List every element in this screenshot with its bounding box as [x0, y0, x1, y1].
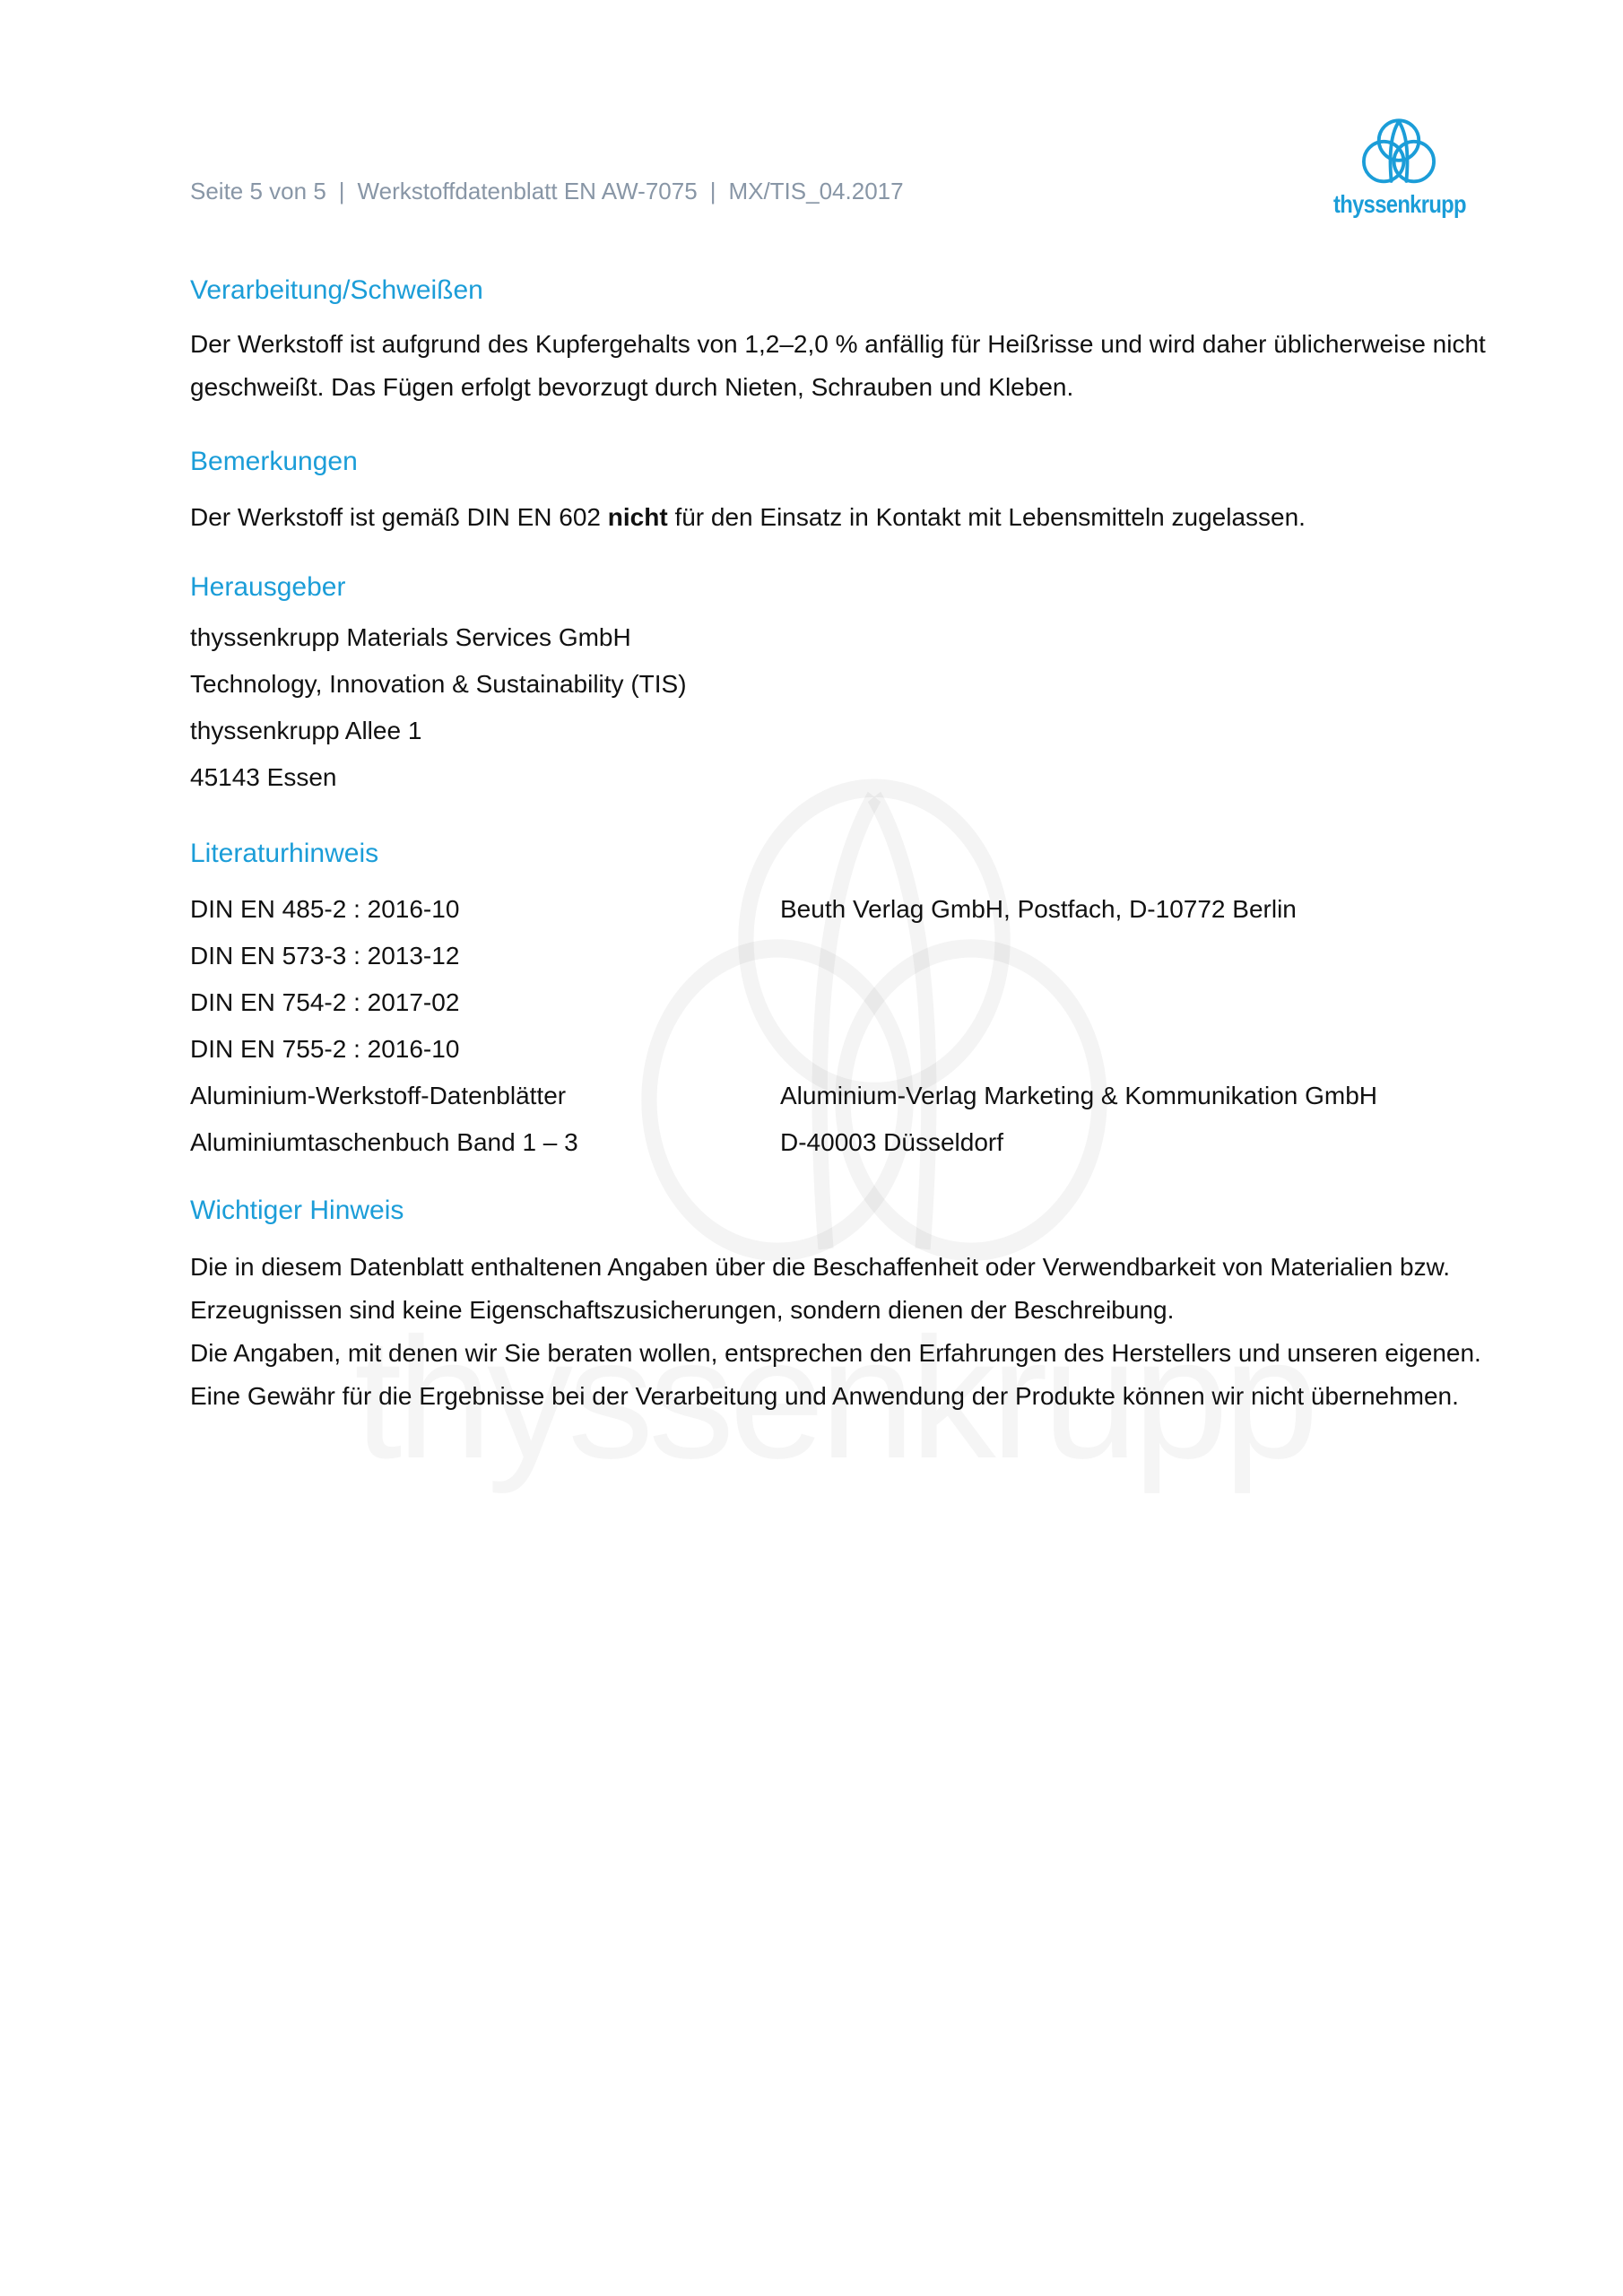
literature-list — [190, 886, 1535, 1166]
separator: | — [709, 178, 716, 204]
reference-publisher: Aluminium-Verlag Marketing & Kommunikation GmbH — [780, 1082, 1378, 1109]
text-segment-bold: nicht — [607, 503, 668, 531]
page-header-meta — [190, 178, 904, 204]
reference-standard: Aluminiumtaschenbuch Band 1 – 3 — [190, 1128, 578, 1156]
paragraph-bemerkungen — [190, 496, 1535, 539]
section-title-verarbeitung: Verarbeitung/Schweißen — [190, 275, 483, 305]
reference-standard: DIN EN 573-3 : 2013-12 — [190, 942, 460, 970]
notice-paragraph-2 — [190, 1332, 1535, 1418]
reference-standard: DIN EN 754-2 : 2017-02 — [190, 988, 460, 1016]
list-item — [190, 1073, 1535, 1119]
section-title-herausgeber: Herausgeber — [190, 572, 346, 602]
reference-standard: DIN EN 755-2 : 2016-10 — [190, 1035, 460, 1063]
paragraph-line: Die Angaben, mit denen wir Sie beraten wollen, entsprechen den Erfahrungen des Herstellers und unseren eigenen. — [190, 1339, 1481, 1367]
section-title-wichtiger-hinweis: Wichtiger Hinweis — [190, 1196, 404, 1225]
text-segment: für den Einsatz in Kontakt mit Lebensmitteln zugelassen. — [667, 503, 1306, 531]
reference-publisher: Beuth Verlag GmbH, Postfach, D-10772 Berlin — [780, 895, 1297, 923]
address-line: thyssenkrupp Materials Services GmbH — [190, 623, 631, 651]
paragraph-line: Erzeugnissen sind keine Eigenschaftszusicherungen, sondern dienen der Beschreibung. — [190, 1296, 1175, 1324]
reference-standard: DIN EN 485-2 : 2016-10 — [190, 895, 460, 923]
page-number: Seite 5 von 5 — [190, 178, 326, 204]
paragraph-line: geschweißt. Das Fügen erfolgt bevorzugt durch Nieten, Schrauben und Kleben. — [190, 373, 1074, 401]
reference-publisher: D-40003 Düsseldorf — [780, 1128, 1004, 1156]
paragraph-line — [190, 496, 1535, 539]
paragraph-line: Eine Gewähr für die Ergebnisse bei der Verarbeitung und Anwendung der Produkte können wir nicht übernehmen. — [190, 1382, 1459, 1410]
list-item — [190, 1026, 1535, 1073]
text-segment: Der Werkstoff ist gemäß DIN EN 602 — [190, 503, 608, 531]
list-item — [190, 886, 1535, 933]
document-code: MX/TIS_04.2017 — [728, 178, 904, 204]
document-title: Werkstoffdatenblatt EN AW-7075 — [357, 178, 698, 204]
reference-standard: Aluminium-Werkstoff-Datenblätter — [190, 1082, 567, 1109]
address-line: 45143 Essen — [190, 763, 337, 791]
paragraph-line: Die in diesem Datenblatt enthaltenen Angaben über die Beschaffenheit oder Verwendbarkeit von Materialien bzw. — [190, 1253, 1451, 1281]
section-title-literaturhinweis: Literaturhinweis — [190, 839, 379, 868]
publisher-address — [190, 614, 1535, 801]
paragraph-verarbeitung — [190, 323, 1535, 409]
thyssenkrupp-logo-icon — [1361, 117, 1436, 188]
section-title-bemerkungen: Bemerkungen — [190, 447, 358, 476]
list-item — [190, 1119, 1535, 1166]
address-line: Technology, Innovation & Sustainability (TIS) — [190, 670, 687, 698]
address-line: thyssenkrupp Allee 1 — [190, 717, 422, 744]
paragraph-line: Der Werkstoff ist aufgrund des Kupfergehalts von 1,2–2,0 % anfällig für Heißrisse und wird daher üblicherweise nicht — [190, 330, 1486, 358]
notice-paragraph-1 — [190, 1246, 1535, 1332]
separator: | — [338, 178, 345, 204]
list-item — [190, 933, 1535, 979]
logo-wordmark: thyssenkrupp — [1333, 190, 1466, 218]
list-item — [190, 979, 1535, 1026]
